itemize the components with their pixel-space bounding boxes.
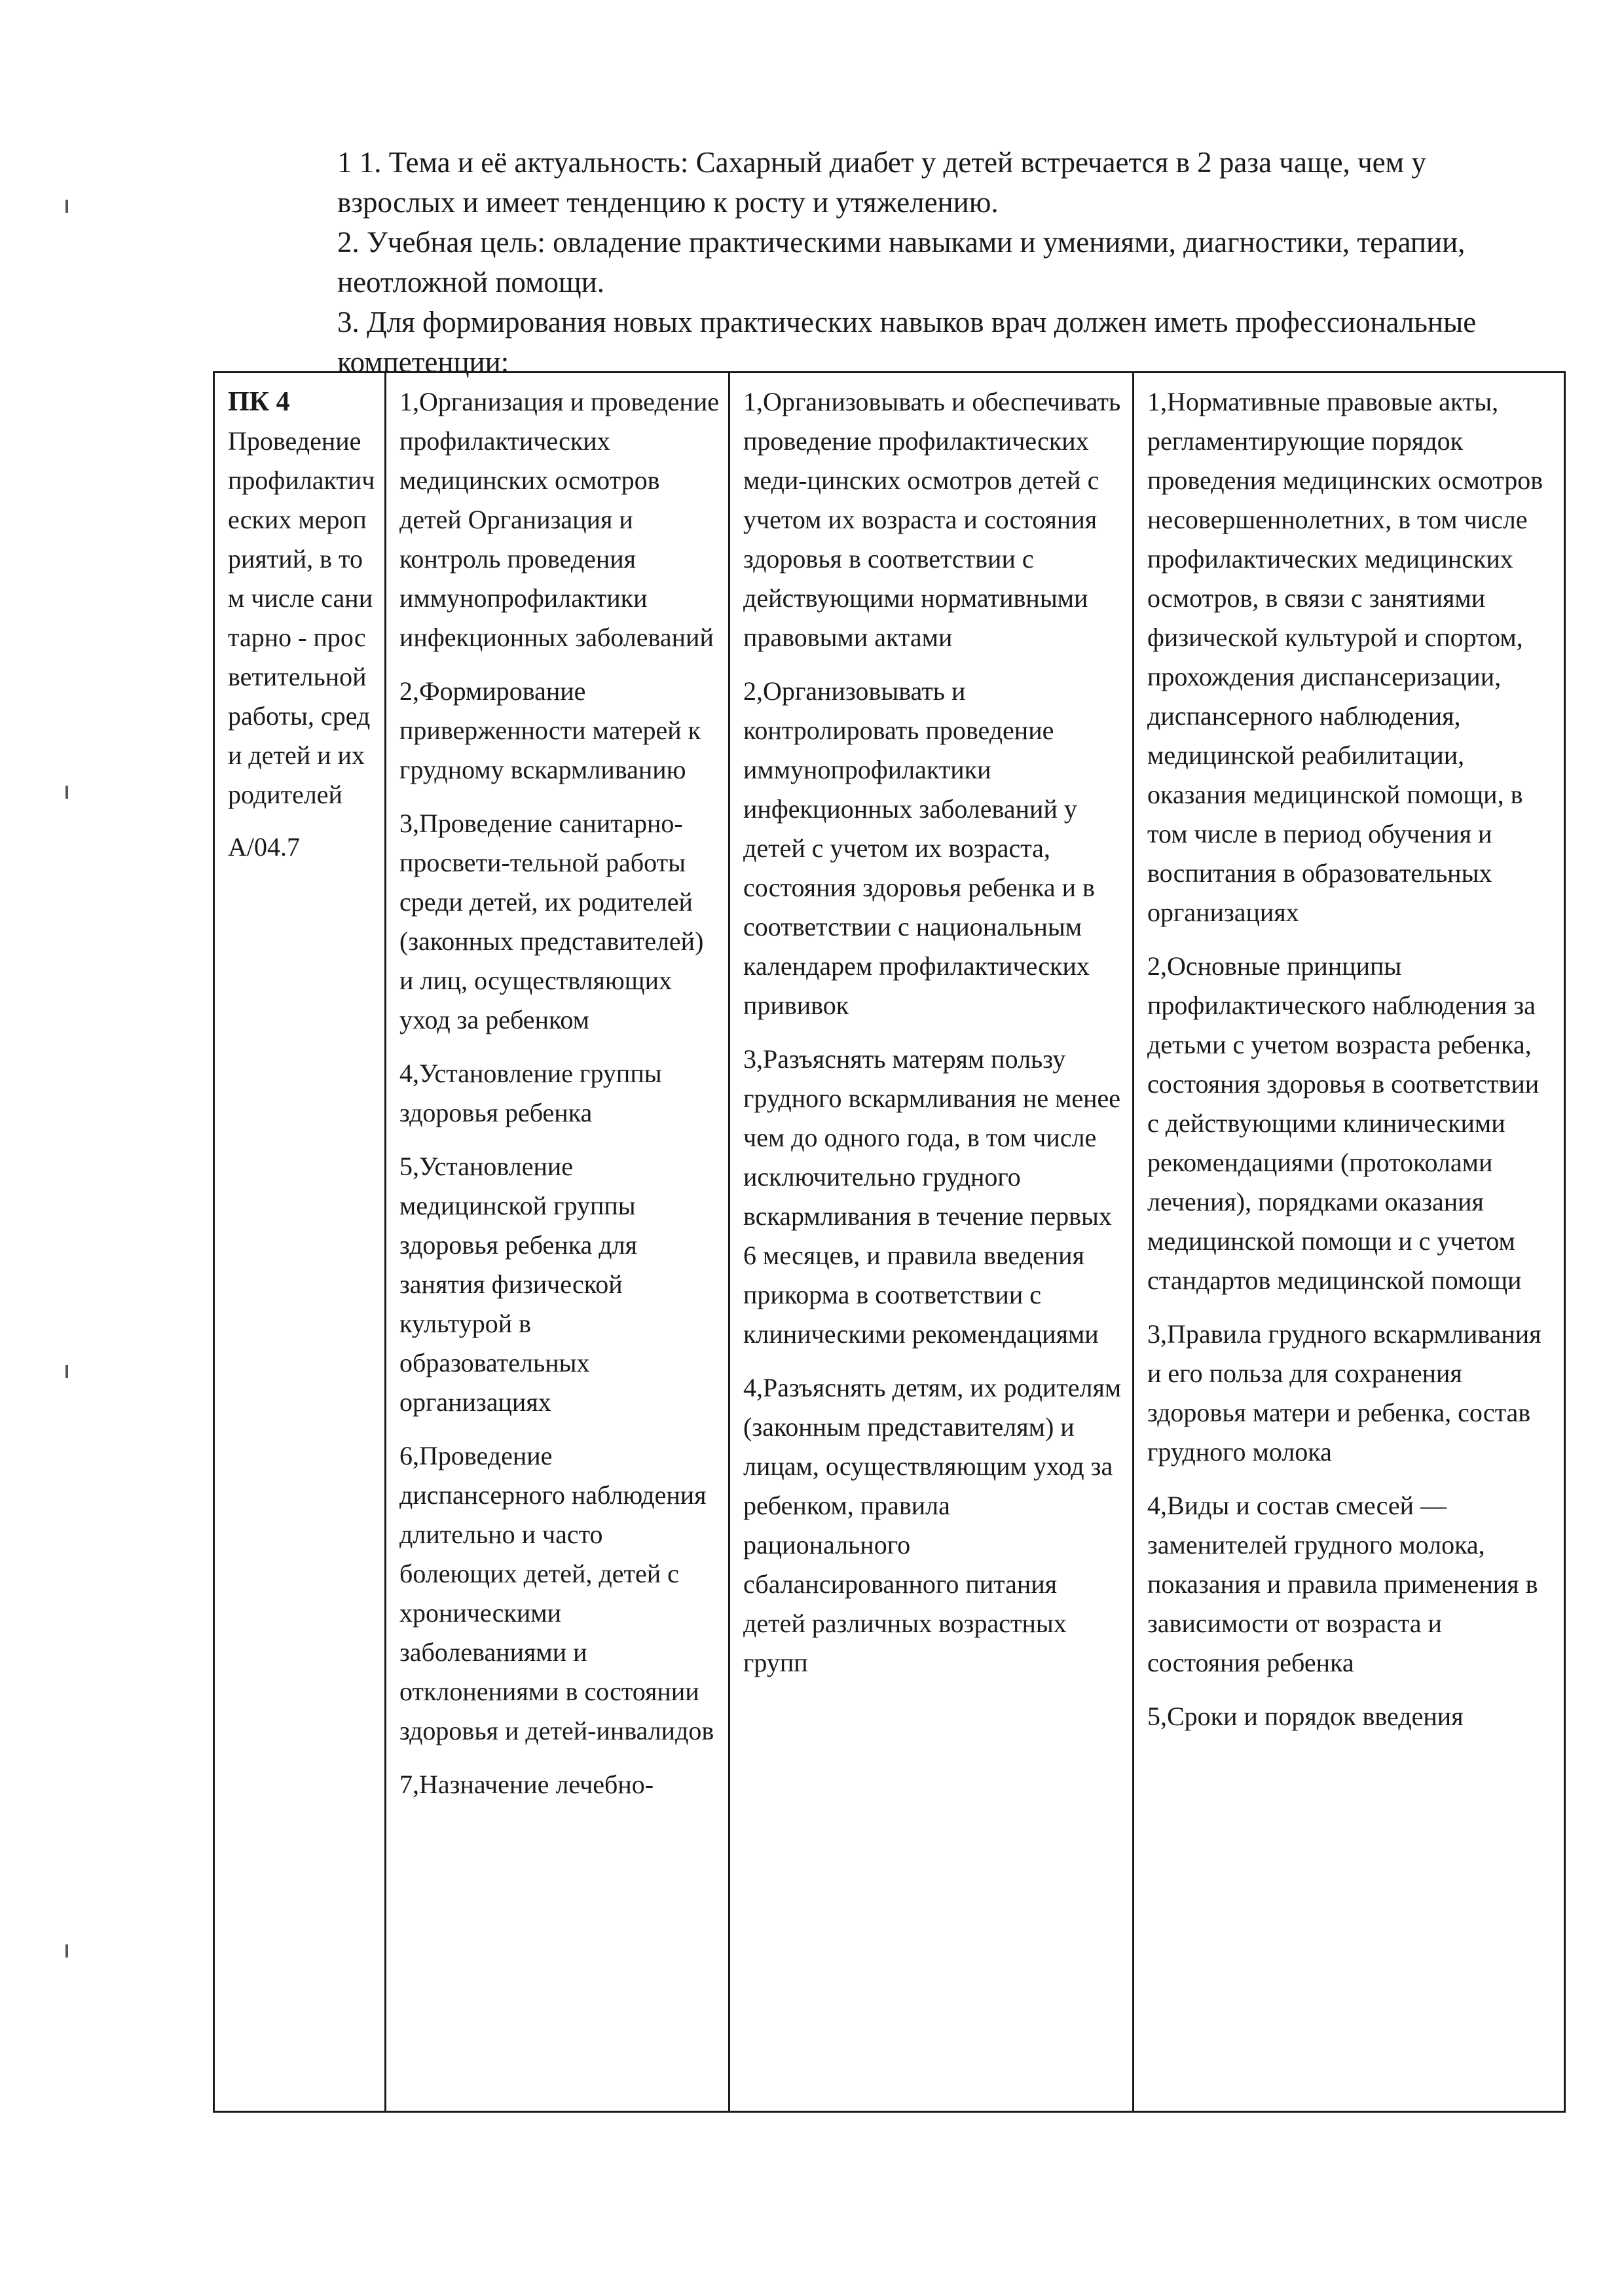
skill-item: 2,Организовывать и контролировать проведение иммунопрофилактики инфекционных заболеваний у детей с учетом их возраста, состояния здоровья ребенка и в соответствии с национальным календарем профилактических прививок	[743, 676, 1095, 1020]
skills-cell	[729, 373, 1134, 2112]
skill-item: 3,Разъяснять матерям пользу грудного вскармливания не менее чем до одного года, в том числе исключительно грудного вскармливания в течение первых 6 месяцев, и правила введения прикорма в соответствии с клиническими рекомендациями	[743, 1044, 1121, 1349]
action-item: 4,Установление группы здоровья ребенка	[399, 1059, 662, 1127]
intro-section	[337, 143, 1516, 382]
skill-item: 4,Разъяснять детям, их родителям (законным представителям) и лицам, осуществляющим уход за ребенком, правила рационального сбалансированного питания детей различных возрастных групп	[743, 1373, 1122, 1677]
action-item: 1,Организация и проведение профилактических медицинских осмотров детей Организация и контроль проведения иммунопрофилактики инфекционных заболеваний	[399, 387, 719, 652]
intro-topic: 1 1. Тема и её актуальность: Сахарный диабет у детей встречается в 2 раза чаще, чем у взрослых и имеет тенденцию к росту и утяжелению.	[337, 146, 1426, 219]
intro-competencies: 3. Для формирования новых практических навыков врач должен иметь профессиональные компетенции:	[337, 306, 1477, 378]
margin-mark	[65, 200, 68, 213]
competency-code: ПК 4	[228, 387, 290, 417]
margin-mark	[65, 1944, 68, 1958]
action-item: 7,Назначение лечебно-	[399, 1770, 654, 1799]
skill-item: 1,Организовывать и обеспечивать проведение профилактических меди-цинских осмотров детей с учетом их возраста и состояния здоровья в соответствии с действующими нормативными правовыми актами	[743, 387, 1121, 652]
intro-goal: 2. Учебная цель: овладение практическими навыками и умениями, диагностики, терапии, неотложной помощи.	[337, 226, 1466, 299]
margin-mark	[65, 786, 68, 799]
competency-ref: А/04.7	[228, 832, 300, 862]
actions-cell	[386, 373, 729, 2112]
margin-mark	[65, 1365, 68, 1378]
knowledge-item: 5,Сроки и порядок введения	[1147, 1702, 1464, 1731]
competency-description: Проведение профилактических мероприятий, в том числе санитарно - просветительной работы, среди детей и их родителей	[228, 426, 375, 809]
knowledge-item: 1,Нормативные правовые акты, регламентирующие порядок проведения медицинских осмотров несовершеннолетних, в том числе профилактических медицинских осмотров, в связи с занятиями физической культурой и спортом, прохождения диспансеризации, диспансерного наблюдения, медицинской реабилитации, оказания медицинской помощи, в том числе в период обучения и воспитания в образовательных организациях	[1147, 387, 1543, 927]
knowledge-item: 3,Правила грудного вскармливания и его польза для сохранения здоровья матери и ребенка, состав грудного молока	[1147, 1319, 1541, 1467]
table-row	[214, 373, 1565, 2112]
action-item: 5,Установление медицинской группы здоровья ребенка для занятия физической культурой в образовательных организациях	[399, 1152, 637, 1417]
competency-cell	[214, 373, 386, 2112]
knowledge-item: 4,Виды и состав смесей — заменителей грудного молока, показания и правила применения в зависимости от возраста и состояния ребенка	[1147, 1491, 1538, 1677]
action-item: 3,Проведение санитарно-просвети-тельной работы среди детей, их родителей (законных представителей) и лиц, осуществляющих уход за ребенком	[399, 809, 704, 1034]
knowledge-cell	[1134, 373, 1565, 2112]
knowledge-item: 2,Основные принципы профилактического наблюдения за детьми с учетом возраста ребенка, состояния здоровья в соответствии с действующими клиническими рекомендациями (протоколами лечения), порядками оказания медицинской помощи и с учетом стандартов медицинской помощи	[1147, 951, 1540, 1295]
competency-table	[213, 371, 1566, 2113]
action-item: 6,Проведение диспансерного наблюдения длительно и часто болеющих детей, детей с хроническими заболеваниями и отклонениями в состоянии здоровья и детей-инвалидов	[399, 1441, 714, 1745]
action-item: 2,Формирование приверженности матерей к грудному вскармливанию	[399, 676, 701, 784]
